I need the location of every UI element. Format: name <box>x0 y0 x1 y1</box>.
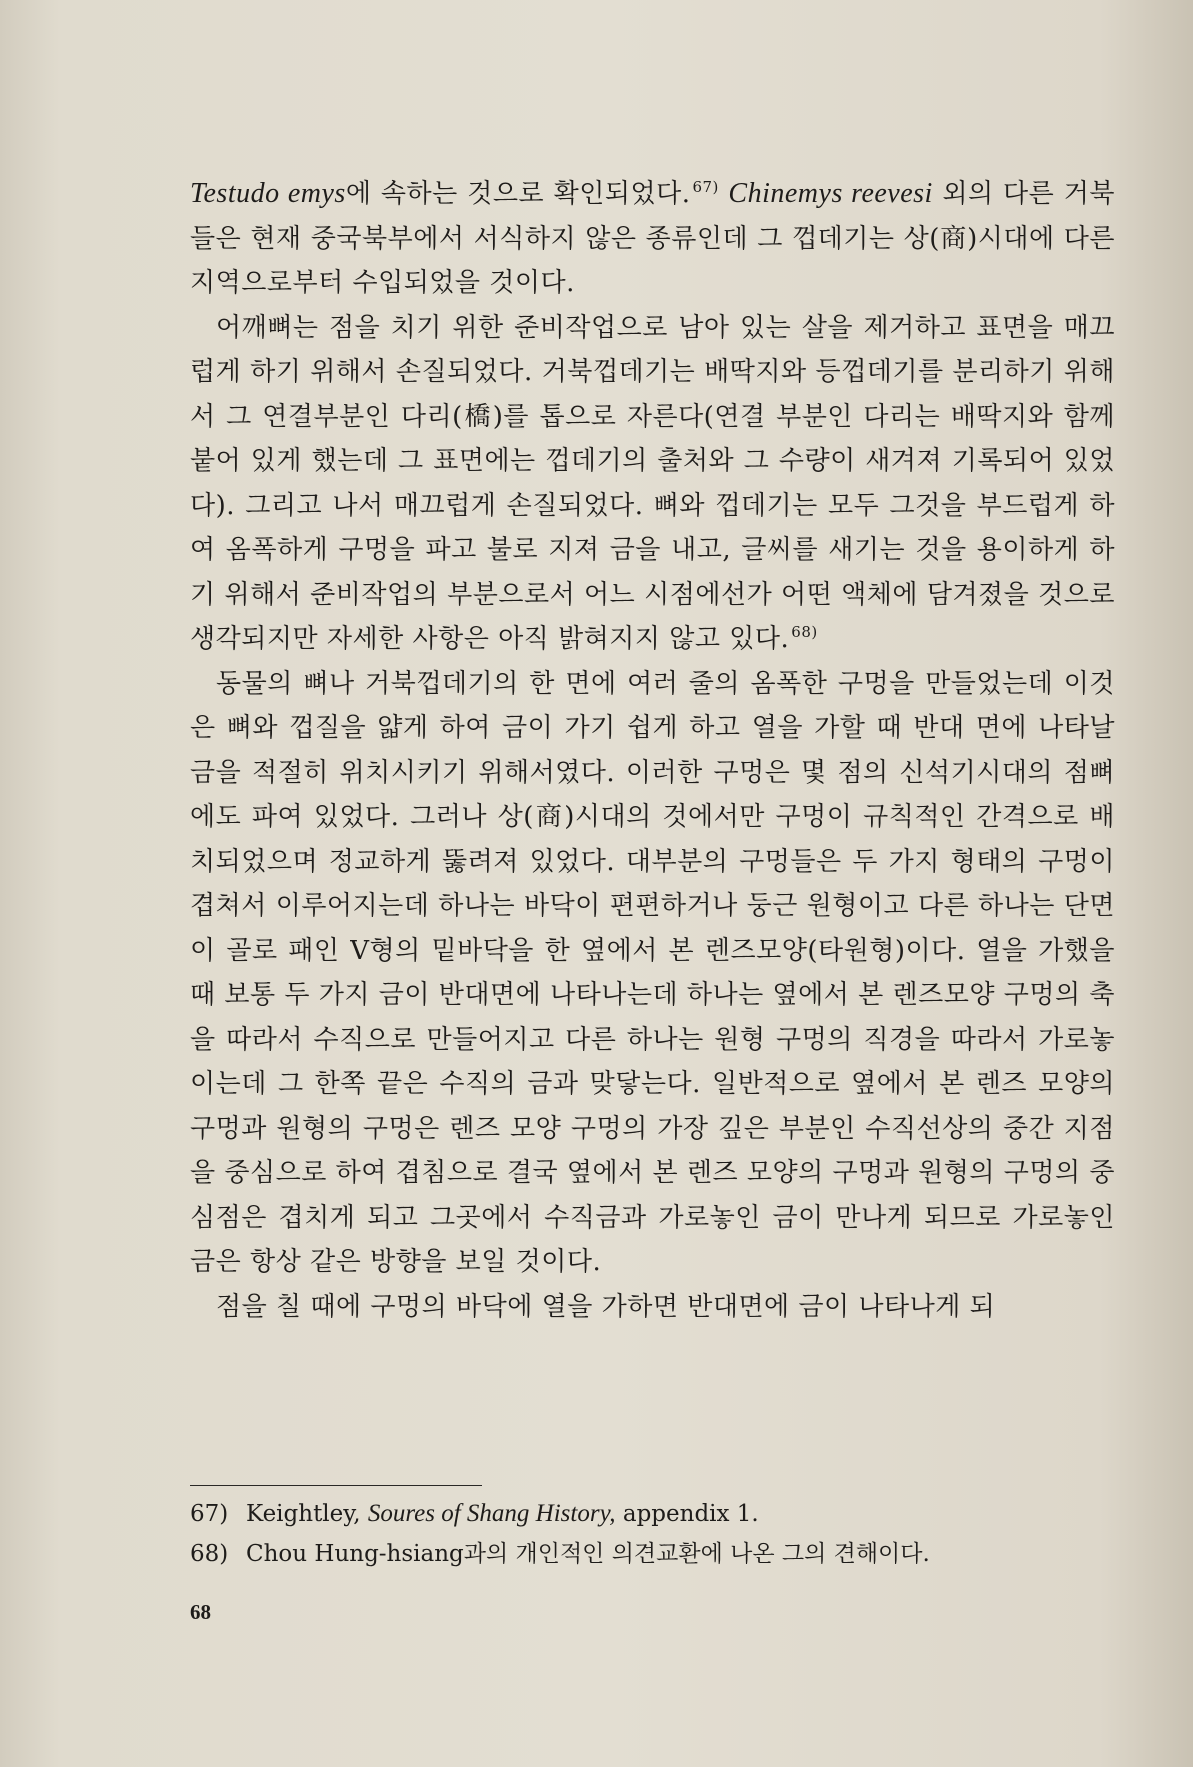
page-number: 68 <box>190 1600 211 1624</box>
footnote-number: 68) <box>190 1541 229 1567</box>
paragraph <box>190 662 1115 1285</box>
footnote <box>190 1494 1090 1534</box>
paragraph <box>190 1285 1115 1330</box>
text-run: Chou Hung-hsiang과의 개인적인 의견교환에 나온 그의 견해이다. <box>246 1541 930 1567</box>
text-run <box>719 179 729 209</box>
paragraph <box>190 172 1115 306</box>
text-run: 점을 칠 때에 구멍의 바닥에 열을 가하면 반대면에 금이 나타나게 되 <box>216 1291 996 1322</box>
footnote-reference: 68) <box>791 623 818 641</box>
footnote-number: 67) <box>190 1501 229 1527</box>
footnotes <box>190 1494 1090 1574</box>
italic-text: Chinemys reevesi <box>728 178 933 209</box>
footnote-reference: 67) <box>692 178 719 196</box>
footnote-divider <box>190 1485 482 1486</box>
text-run: appendix 1. <box>615 1501 759 1527</box>
body-text <box>190 172 1115 1329</box>
footnote-text <box>246 1501 759 1527</box>
text-run: 에 속하는 것으로 확인되었다. <box>345 179 691 209</box>
italic-text: Soures of Shang History, <box>367 1500 616 1527</box>
text-run: 외의 다른 거북들은 현재 중국북부에서 서식하지 않은 종류인데 그 껍데기는 상(商)시대에 다른 지역으로부터 수입되었을 것이다. <box>190 179 1116 298</box>
text-run: 동물의 뼈나 거북껍데기의 한 면에 여러 줄의 옴폭한 구멍을 만들었는데 이것은 뼈와 껍질을 얇게 하여 금이 가기 쉽게 하고 열을 가할 때 반대 면에 나타날 금을 적절히 위치시키기 위해서였다. 이러한 구멍은 몇 점의 신석기시대의 점뼈에도 파여 있었다. 그러나 상(商)시대의 것에서만 구멍이 규칙적인 간격으로 배치되었으며 정교하게 뚫려져 있었다. 대부분의 구멍들은 두 가지 형태의 구멍이 겹쳐서 이루어지는데 하나는 바닥이 편편하거나 둥근 원형이고 다른 하나는 단면이 골로 패인 V형의 밑바닥을 한 옆에서 본 렌즈모양(타원형)이다. 열을 가했을 때 보통 두 가지 금이 반대면에 나타나는데 하나는 옆에서 본 렌즈모양 구멍의 축을 따라서 수직으로 만들어지고 다른 하나는 원형 구멍의 직경을 따라서 가로놓이는데 그 한쪽 끝은 수직의 금과 맞닿는다. 일반적으로 옆에서 본 렌즈 모양의 구멍과 원형의 구멍은 렌즈 모양 구멍의 가장 깊은 부분인 수직선상의 중간 지점을 중심으로 하여 겹침으로 결국 옆에서 본 렌즈 모양의 구멍과 원형의 구멍의 중심점은 겹치게 되고 그곳에서 수직금과 가로놓인 금이 만나게 되므로 가로놓인 금은 항상 같은 방향을 보일 것이다. <box>190 668 1116 1277</box>
paragraph <box>190 306 1115 662</box>
footnote-text <box>246 1541 930 1567</box>
text-run: Keightley, <box>246 1501 368 1527</box>
footnote <box>190 1534 1090 1574</box>
italic-text: Testudo emys <box>190 178 346 209</box>
text-run: 어깨뼈는 점을 치기 위한 준비작업으로 남아 있는 살을 제거하고 표면을 매끄럽게 하기 위해서 손질되었다. 거북껍데기는 배딱지와 등껍데기를 분리하기 위해서 그 연결부분인 다리(橋)를 톱으로 자른다(연결 부분인 다리는 배딱지와 함께 붙어 있게 했는데 그 표면에는 껍데기의 출처와 그 수량이 새겨져 기록되어 있었다). 그리고 나서 매끄럽게 손질되었다. 뼈와 껍데기는 모두 그것을 부드럽게 하여 옴폭하게 구멍을 파고 불로 지져 금을 내고, 글씨를 새기는 것을 용이하게 하기 위해서 준비작업의 부분으로서 어느 시점에선가 어떤 액체에 담겨졌을 것으로 생각되지만 자세한 사항은 아직 밝혀지지 않고 있다. <box>190 312 1115 654</box>
